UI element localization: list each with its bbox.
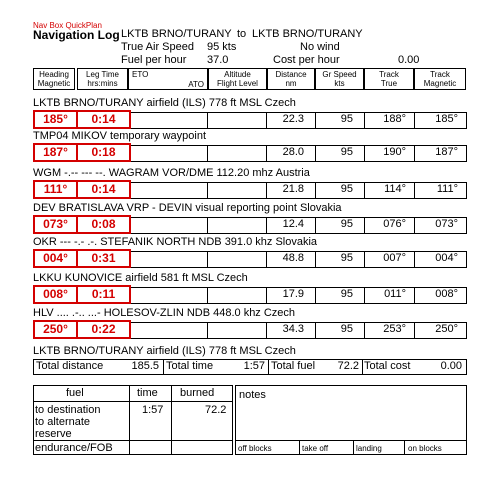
total-time-cell: [163, 360, 269, 374]
leg-row: [0, 202, 500, 238]
page-title: Navigation Log: [33, 28, 120, 42]
header-ground-speed: Gr Speed kts: [315, 68, 364, 90]
route-to: LKTB BRNO/TURANY: [252, 28, 363, 40]
leg-time: 0:14: [76, 180, 131, 199]
fuel-col-divider: [129, 386, 130, 454]
altitude-cell: [207, 322, 267, 339]
leg-waypoint: WGM -.-- --- --. WAGRAM VOR/DME 112.20 mhz Austria: [33, 167, 310, 179]
leg-track-true: 253°: [383, 323, 406, 335]
wind-value: No wind: [300, 41, 340, 53]
leg-distance: 21.8: [282, 183, 304, 195]
leg-waypoint: DEV BRATISLAVA VRP - DEVIN visual reporting point Slovakia: [33, 202, 342, 214]
leg-track-true: 011°: [384, 288, 406, 300]
leg-distance: 34.3: [282, 323, 304, 335]
brand-label: Nav Box QuickPlan: [33, 21, 102, 30]
leg-waypoint: TMP04 MIKOV temporary waypoint: [33, 130, 207, 142]
destination-burned: 72.2: [205, 404, 227, 416]
leg-distance: 12.4: [282, 218, 304, 230]
cost-per-hour-value: 0.00: [398, 54, 420, 66]
leg-time: 0:18: [76, 143, 131, 162]
total-fuel-cell: [268, 360, 363, 374]
header-distance: Distance nm: [267, 68, 315, 90]
leg-track-magnetic: 250°: [435, 323, 458, 335]
fuel-table: [33, 385, 233, 455]
leg-track-magnetic: 187°: [435, 146, 458, 158]
leg-heading: 187°: [33, 143, 78, 162]
leg-waypoint: LKKU KUNOVICE airfield 581 ft MSL Czech: [33, 272, 248, 284]
to-destination-label: to destination: [35, 404, 101, 416]
leg-track-true: 007°: [383, 252, 406, 264]
leg-row: [0, 167, 500, 203]
altitude-cell: [207, 182, 267, 199]
altitude-cell: [207, 251, 267, 268]
final-waypoint: LKTB BRNO/TURANY airfield (ILS) 778 ft MSL Czech: [33, 345, 296, 357]
leg-row: [0, 236, 500, 272]
leg-heading: 111°: [33, 180, 78, 199]
leg-track-true: 114°: [384, 183, 406, 195]
fuel-header: fuel: [66, 387, 84, 399]
cost-per-hour-label: Cost per hour: [273, 54, 340, 66]
leg-track-true: 076°: [383, 218, 406, 230]
leg-track-magnetic: 111°: [436, 183, 458, 195]
tas-value: 95 kts: [207, 41, 237, 53]
take-off-label: take off: [302, 444, 329, 453]
altitude-cell: [207, 145, 267, 162]
leg-waypoint: HLV .... .-.. ...- HOLESOV-ZLIN NDB 448.0 khz Czech: [33, 307, 296, 319]
total-cost-value: 0.00: [440, 360, 462, 372]
leg-distance: 22.3: [282, 113, 304, 125]
leg-time: 0:22: [76, 320, 131, 339]
leg-ground-speed: 95: [340, 323, 353, 335]
leg-distance: 48.8: [282, 252, 304, 264]
header-altitude: Altitude Flight Level: [208, 68, 267, 90]
leg-ground-speed: 95: [340, 288, 353, 300]
leg-ground-speed: 95: [340, 252, 353, 264]
leg-row: [0, 130, 500, 166]
off-blocks-label: off blocks: [238, 444, 272, 453]
total-time-label: Total time: [166, 360, 214, 372]
altitude-cell: [207, 217, 267, 234]
header-eto-ato: [128, 68, 208, 90]
leg-heading: 250°: [33, 320, 78, 339]
leg-time: 0:31: [76, 249, 131, 268]
leg-row: [0, 307, 500, 343]
header-track-magnetic: Track Magnetic: [414, 68, 466, 90]
notes-divider: [236, 440, 466, 441]
header-track-true: Track True: [364, 68, 414, 90]
burned-header: burned: [180, 387, 215, 399]
to-alternate-label: to alternate: [35, 416, 91, 428]
leg-waypoint: LKTB BRNO/TURANY airfield (ILS) 778 ft MSL Czech: [33, 97, 296, 109]
leg-distance: 17.9: [282, 288, 304, 300]
route-to-word: to: [237, 28, 247, 40]
header-ato: ATO: [188, 80, 204, 89]
leg-track-true: 188°: [383, 113, 406, 125]
leg-time: 0:14: [76, 110, 131, 129]
total-distance-value: 185.5: [131, 360, 159, 372]
destination-time: 1:57: [142, 404, 164, 416]
reserve-label: reserve: [35, 428, 72, 440]
leg-track-true: 190°: [383, 146, 406, 158]
route-from: LKTB BRNO/TURANY: [121, 28, 232, 40]
leg-time: 0:11: [76, 285, 131, 304]
notes-box: [235, 385, 467, 455]
total-distance-label: Total distance: [36, 360, 104, 372]
notes-col-divider: [299, 440, 300, 454]
notes-col-divider: [353, 440, 354, 454]
leg-ground-speed: 95: [340, 113, 353, 125]
header-leg-time: Leg Time hrs:mins: [77, 68, 128, 90]
leg-row: [0, 97, 500, 133]
endurance-label: endurance/FOB: [35, 442, 113, 454]
tas-label: True Air Speed: [121, 41, 194, 53]
leg-time: 0:08: [76, 215, 131, 234]
leg-heading: 185°: [33, 110, 78, 129]
total-fuel-value: 72.2: [337, 360, 359, 372]
landing-label: landing: [356, 444, 382, 453]
altitude-cell: [207, 112, 267, 129]
leg-track-magnetic: 008°: [435, 288, 458, 300]
fuel-per-hour-value: 37.0: [207, 54, 229, 66]
fuel-col-divider: [171, 386, 172, 454]
leg-ground-speed: 95: [340, 218, 353, 230]
leg-heading: 004°: [33, 249, 78, 268]
header-eto: ETO: [132, 70, 149, 79]
leg-track-magnetic: 073°: [435, 218, 458, 230]
totals-row: [33, 359, 467, 375]
leg-ground-speed: 95: [340, 146, 353, 158]
total-fuel-label: Total fuel: [271, 360, 316, 372]
total-cost-label: Total cost: [364, 360, 411, 372]
leg-heading: 073°: [33, 215, 78, 234]
altitude-cell: [207, 287, 267, 304]
header-heading: Heading Magnetic: [33, 68, 75, 90]
leg-heading: 008°: [33, 285, 78, 304]
notes-label: notes: [239, 389, 266, 401]
total-distance-cell: [34, 360, 164, 374]
total-time-value: 1:57: [243, 360, 265, 372]
leg-waypoint: OKR --- -.- .-. STEFANIK NORTH NDB 391.0 khz Slovakia: [33, 236, 318, 248]
fuel-per-hour-label: Fuel per hour: [121, 54, 187, 66]
on-blocks-label: on blocks: [408, 444, 442, 453]
notes-col-divider: [404, 440, 405, 454]
leg-distance: 28.0: [282, 146, 304, 158]
time-header: time: [137, 387, 158, 399]
leg-track-magnetic: 004°: [435, 252, 458, 264]
leg-row: [0, 272, 500, 308]
leg-track-magnetic: 185°: [435, 113, 458, 125]
leg-ground-speed: 95: [340, 183, 353, 195]
fuel-row-divider: [34, 440, 232, 441]
fuel-row-divider: [34, 401, 232, 402]
total-cost-cell: [362, 360, 466, 374]
